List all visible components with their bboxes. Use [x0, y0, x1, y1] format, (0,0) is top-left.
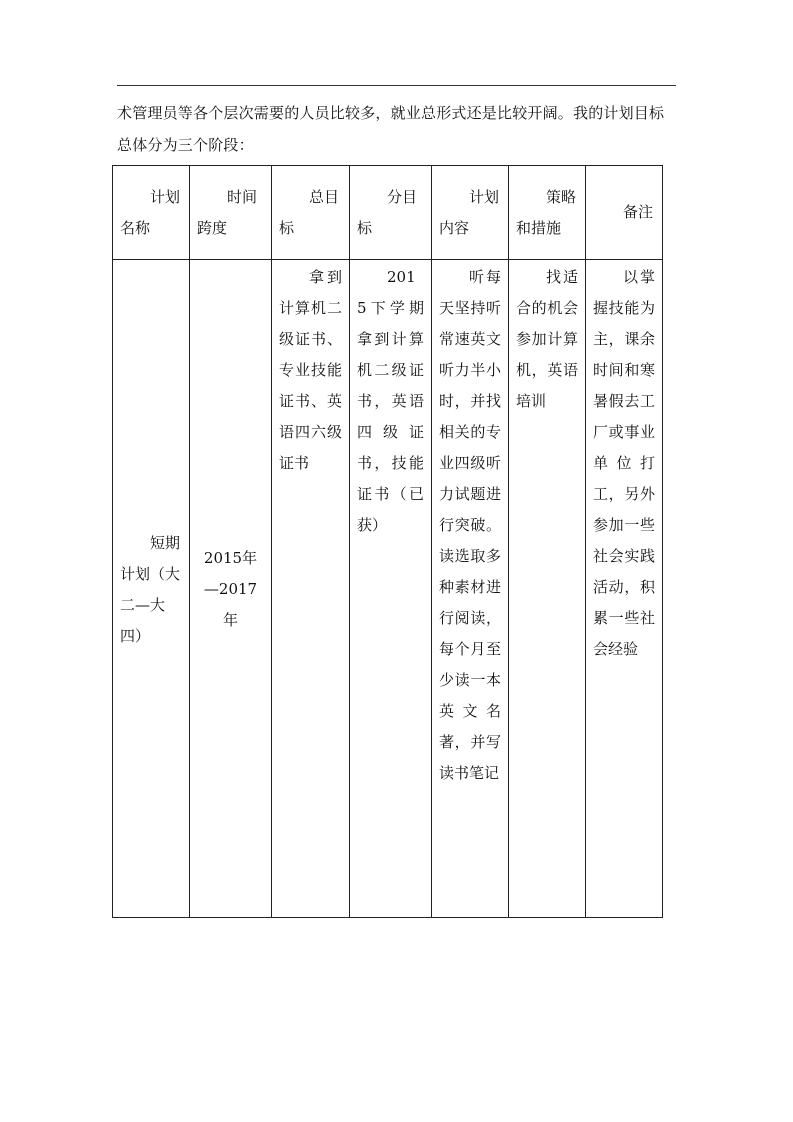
- table-header-row: [113, 166, 663, 260]
- header-plan-content: 计划内容: [432, 166, 509, 260]
- header-sub-goal: 分目标: [350, 166, 432, 260]
- cell-remarks: 以掌握技能为主，课余时间和寒暑假去工厂或事业单位打工，另外参加一些社会实践活动，积累一些社会经验: [586, 260, 663, 918]
- header-remarks: 备注: [586, 166, 663, 260]
- header-total-goal: 总目标: [272, 166, 350, 260]
- header-time-span: 时间跨度: [190, 166, 272, 260]
- cell-time-span: 2015年—2017年: [190, 260, 272, 918]
- cell-total-goal: 拿到计算机二级证书、专业技能证书、英语四六级证书: [272, 260, 350, 918]
- career-plan-table: [112, 165, 663, 918]
- header-rule: [117, 85, 676, 86]
- cell-plan-name: 短期计划（大二—大四）: [113, 260, 190, 918]
- header-plan-name: 计划名称: [113, 166, 190, 260]
- cell-strategy: 找适合的机会参加计算机，英语培训: [509, 260, 586, 918]
- cell-sub-goal: 2015下学期拿到计算机二级证书，英语四级证书，技能证书（已获）: [350, 260, 432, 918]
- header-strategy: 策略和措施: [509, 166, 586, 260]
- intro-paragraph: 术管理员等各个层次需要的人员比较多，就业总形式还是比较开阔。我的计划目标总体分为三个阶段：: [117, 104, 665, 154]
- cell-plan-content: 听每天坚持听常速英文听力半小时，并找相关的专业四级听力试题进行突破。读选取多种素材进行阅读，每个月至少读一本英文名著，并写读书笔记: [432, 260, 509, 918]
- table-row: [113, 260, 663, 918]
